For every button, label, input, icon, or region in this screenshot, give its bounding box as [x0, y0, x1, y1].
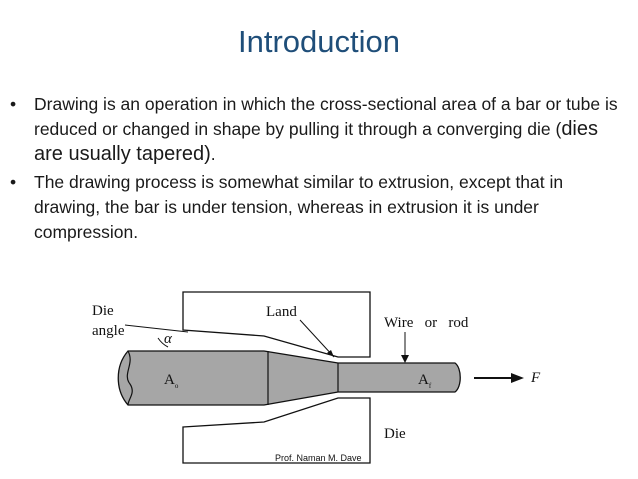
- wire-arrowhead: [401, 355, 409, 363]
- die-angle-label-2: angle: [92, 323, 125, 339]
- bullet-icon: •: [10, 172, 17, 192]
- die-angle-leader: [125, 325, 188, 332]
- force-label: F: [531, 370, 541, 386]
- a0-label: $A_o$: [164, 372, 179, 390]
- die-angle-label: Die: [92, 303, 114, 319]
- bullet-icon: •: [10, 94, 17, 114]
- slide-title: Introduction: [238, 24, 400, 59]
- bullet-item: [10, 170, 630, 245]
- die-label: Die: [384, 426, 406, 442]
- bullet-list: [10, 92, 630, 248]
- bullet-text-end: .: [210, 144, 216, 164]
- force-arrowhead: [511, 373, 524, 383]
- bullet-text-emphasis: dies are usually tapered): [34, 118, 599, 165]
- bullet-item: [10, 92, 630, 167]
- bullet-text: The drawing process is somewhat similar to extrusion, except that in drawing, the bar is under tension, whereas in extrusion it is under compression.: [34, 172, 564, 242]
- land-label: Land: [266, 304, 297, 320]
- credit-text: Prof. Naman M. Dave: [275, 453, 362, 463]
- upper-die: [183, 292, 370, 357]
- wire-rod-label: Wire or rod: [384, 315, 469, 331]
- drawing-diagram: [0, 280, 638, 479]
- bullet-text: Drawing is an operation in which the cross-sectional area of a bar or tube is reduced or changed in shape by pulling it through a converging die (: [34, 94, 618, 139]
- af-label: $A_f$: [418, 372, 432, 390]
- alpha-label: α: [164, 331, 172, 347]
